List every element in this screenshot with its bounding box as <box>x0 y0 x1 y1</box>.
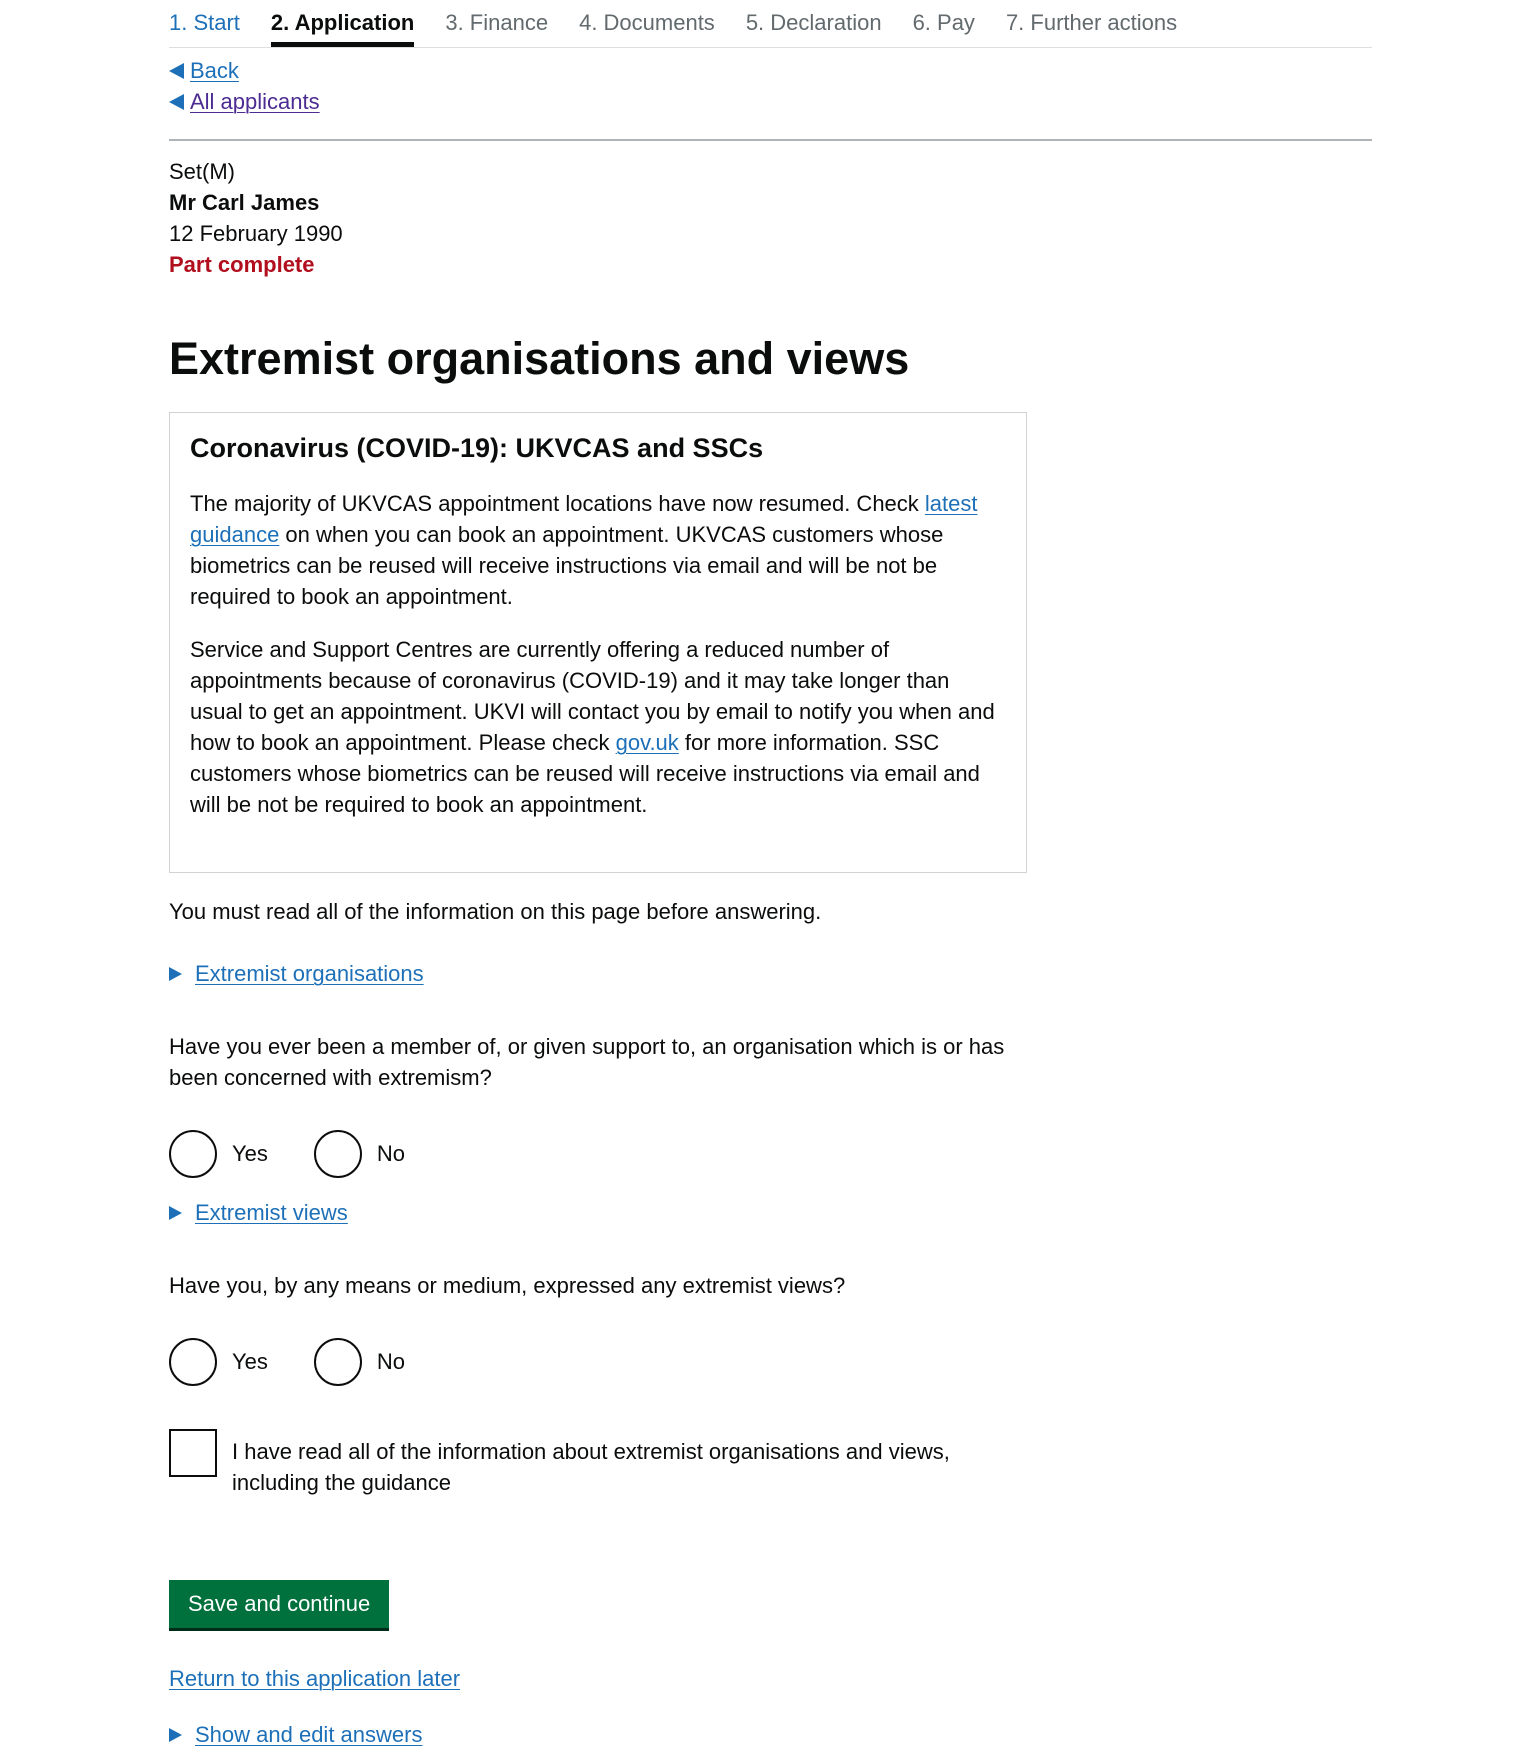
radio-views-yes[interactable] <box>169 1338 278 1386</box>
radio-group-views <box>169 1338 451 1386</box>
applicant-summary <box>169 156 343 280</box>
applicant-name: Mr Carl James <box>169 190 320 215</box>
confirm-read-checkbox[interactable] <box>169 1429 992 1498</box>
notice-text: for more information. SSC customers whose biometrics can be reused will receive instructions via email and will be not be required to book an appointment. <box>190 730 980 818</box>
intro-text: You must read all of the information on this page before answering. <box>169 899 822 924</box>
applicant-status: Part complete <box>169 252 315 277</box>
applicant-dob: 12 February 1990 <box>169 221 343 246</box>
checkbox-label[interactable]: I have read all of the information about extremist organisations and views, including the guidance <box>232 1439 950 1495</box>
disclosure-triangle-icon <box>169 1206 182 1220</box>
covid-notice-panel <box>169 412 1027 873</box>
step-pay: 6. Pay <box>912 10 975 35</box>
radio-label[interactable]: Yes <box>232 1348 268 1374</box>
all-applicants-row <box>169 86 320 117</box>
step-further-actions: 7. Further actions <box>1005 10 1178 35</box>
notice-paragraph-2 <box>190 634 1006 820</box>
back-arrow-icon <box>169 63 184 79</box>
back-link-row <box>169 55 320 86</box>
radio-circle[interactable] <box>314 1130 362 1178</box>
extremist-organisations-summary[interactable]: Extremist organisations <box>195 961 424 986</box>
step-finance: 3. Finance <box>445 10 549 35</box>
extremist-views-summary[interactable]: Extremist views <box>195 1200 348 1225</box>
notice-text: The majority of UKVCAS appointment locations have now resumed. Check <box>190 491 925 517</box>
details-extremist-organisations[interactable] <box>169 959 424 990</box>
radio-circle[interactable] <box>169 1338 217 1386</box>
notice-text: on when you can book an appointment. UKVCAS customers whose biometrics can be reused will receive instructions via email and will be not be required to book an appointment. <box>190 522 944 610</box>
radio-group-organisations <box>169 1130 451 1178</box>
radio-views-no[interactable] <box>314 1338 415 1386</box>
radio-circle[interactable] <box>314 1338 362 1386</box>
all-applicants-link[interactable]: All applicants <box>190 89 320 114</box>
step-application: 2. Application <box>271 0 414 47</box>
show-edit-answers-summary[interactable]: Show and edit answers <box>195 1722 423 1747</box>
save-and-continue-button[interactable]: Save and continue <box>169 1580 389 1628</box>
radio-label[interactable]: Yes <box>232 1140 268 1166</box>
radio-organisations-no[interactable] <box>314 1130 415 1178</box>
details-extremist-views[interactable] <box>169 1198 348 1229</box>
step-declaration: 5. Declaration <box>745 10 882 35</box>
disclosure-triangle-icon <box>169 967 182 981</box>
section-divider <box>169 139 1372 141</box>
notice-title: Coronavirus (COVID-19): UKVCAS and SSCs <box>190 433 764 463</box>
page-title: Extremist organisations and views <box>169 333 910 384</box>
question-organisations: Have you ever been a member of, or given support to, an organisation which is or has been concerned with extremism? <box>169 1034 1005 1090</box>
notice-paragraph-1 <box>190 488 1006 612</box>
radio-circle[interactable] <box>169 1130 217 1178</box>
details-show-edit-answers[interactable] <box>169 1720 422 1751</box>
question-views: Have you, by any means or medium, expressed any extremist views? <box>169 1273 846 1298</box>
step-documents: 4. Documents <box>579 10 715 35</box>
return-later-link[interactable]: Return to this application later <box>169 1666 461 1691</box>
latest-guidance-link[interactable]: latest guidance <box>190 491 978 548</box>
back-link[interactable]: Back <box>190 58 239 83</box>
notice-text: Service and Support Centres are currently offering a reduced number of appointments because of coronavirus (COVID-19) and it may take longer than usual to get an appointment. UKVI will contact you by email to notify you when and how to book an appointment. Please check <box>190 637 995 756</box>
step-navigation <box>169 0 1372 48</box>
checkbox-box[interactable] <box>169 1429 217 1477</box>
step-start[interactable]: 1. Start <box>169 10 240 35</box>
radio-label[interactable]: No <box>376 1348 406 1374</box>
radio-organisations-yes[interactable] <box>169 1130 278 1178</box>
disclosure-triangle-icon <box>169 1728 182 1742</box>
radio-label[interactable]: No <box>376 1140 406 1166</box>
back-links <box>169 55 320 117</box>
applicant-set: Set(M) <box>169 159 235 184</box>
back-arrow-icon <box>169 94 184 110</box>
gov-uk-link[interactable]: gov.uk <box>615 730 679 756</box>
